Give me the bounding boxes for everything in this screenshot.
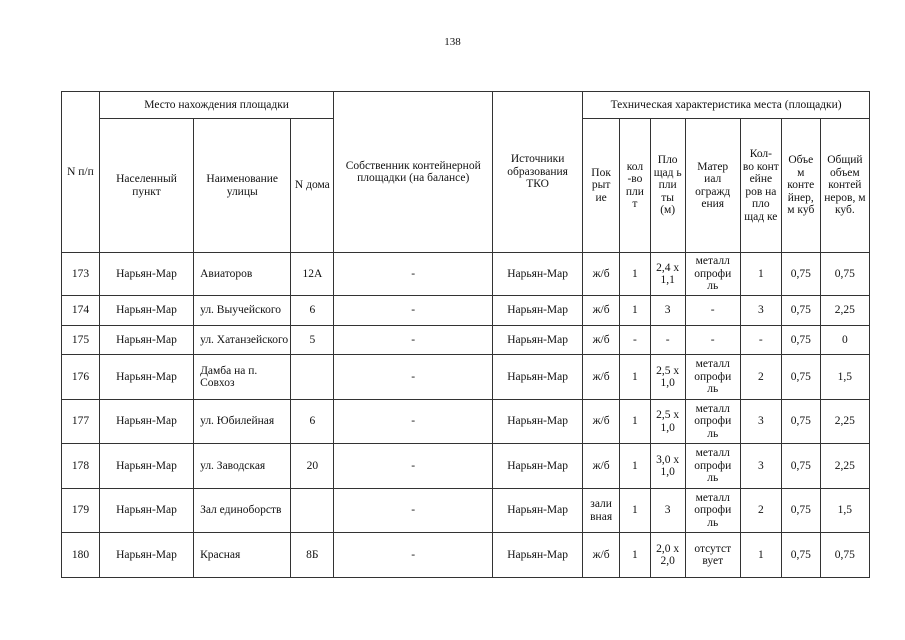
cell-owner: -: [334, 253, 493, 296]
cell-settlement: Нарьян-Мар: [99, 489, 193, 533]
cell-area: 2,0 х 2,0: [650, 533, 685, 578]
cell-num: 175: [62, 326, 100, 355]
cell-settlement: Нарьян-Мар: [99, 326, 193, 355]
cell-street: Красная: [194, 533, 291, 578]
cell-source: Нарьян-Мар: [493, 444, 583, 489]
table-row: [62, 533, 870, 578]
cell-settlement: Нарьян-Мар: [99, 400, 193, 444]
cell-cover: зали вная: [583, 489, 620, 533]
cell-source: Нарьян-Мар: [493, 355, 583, 400]
cell-cover: ж/б: [583, 444, 620, 489]
cell-count: 3: [740, 296, 781, 326]
cell-area: 3: [650, 489, 685, 533]
location-group-header: Место нахождения площадки: [99, 92, 333, 119]
cell-plates: 1: [620, 253, 651, 296]
cell-fence: металл опрофи ль: [685, 355, 740, 400]
cell-num: 179: [62, 489, 100, 533]
cell-owner: -: [334, 296, 493, 326]
container-sites-table: [61, 91, 870, 578]
table-row: [62, 400, 870, 444]
cell-settlement: Нарьян-Мар: [99, 253, 193, 296]
cell-num: 176: [62, 355, 100, 400]
cell-house: 6: [291, 296, 334, 326]
cell-volume: 0,75: [781, 444, 820, 489]
cell-street: ул. Выучейского: [194, 296, 291, 326]
cell-source: Нарьян-Мар: [493, 533, 583, 578]
cell-source: Нарьян-Мар: [493, 296, 583, 326]
col-volume-header: Объе м конте йнер, м куб: [781, 119, 820, 253]
tech-group-header: Техническая характеристика места (площадки): [583, 92, 870, 119]
cell-settlement: Нарьян-Мар: [99, 533, 193, 578]
col-num-header: N п/п: [62, 92, 100, 253]
cell-fence: отсутст вует: [685, 533, 740, 578]
cell-cover: ж/б: [583, 326, 620, 355]
cell-fence: металл опрофи ль: [685, 400, 740, 444]
cell-street: Авиаторов: [194, 253, 291, 296]
cell-volume: 0,75: [781, 296, 820, 326]
cell-settlement: Нарьян-Мар: [99, 355, 193, 400]
cell-count: 2: [740, 355, 781, 400]
cell-count: 3: [740, 444, 781, 489]
cell-owner: -: [334, 489, 493, 533]
cell-num: 174: [62, 296, 100, 326]
cell-house: 8Б: [291, 533, 334, 578]
cell-count: 1: [740, 253, 781, 296]
cell-num: 178: [62, 444, 100, 489]
table-body: [62, 253, 870, 578]
cell-total: 0,75: [820, 533, 869, 578]
cell-house: 20: [291, 444, 334, 489]
cell-total: 2,25: [820, 444, 869, 489]
cell-count: 1: [740, 533, 781, 578]
cell-owner: -: [334, 400, 493, 444]
cell-owner: -: [334, 326, 493, 355]
col-fence-header: Матер иал огражд ения: [685, 119, 740, 253]
cell-volume: 0,75: [781, 489, 820, 533]
cell-total: 1,5: [820, 355, 869, 400]
cell-volume: 0,75: [781, 533, 820, 578]
cell-plates: 1: [620, 444, 651, 489]
cell-source: Нарьян-Мар: [493, 489, 583, 533]
table-row: [62, 296, 870, 326]
cell-owner: -: [334, 533, 493, 578]
cell-volume: 0,75: [781, 400, 820, 444]
col-plates-header: кол -во пли т: [620, 119, 651, 253]
table-row: [62, 253, 870, 296]
col-cover-header: Пок рыт ие: [583, 119, 620, 253]
cell-house: 12А: [291, 253, 334, 296]
cell-volume: 0,75: [781, 355, 820, 400]
cell-fence: металл опрофи ль: [685, 489, 740, 533]
cell-count: -: [740, 326, 781, 355]
cell-num: 173: [62, 253, 100, 296]
col-count-header: Кол- во конт ейне ров на пло щад ке: [740, 119, 781, 253]
cell-cover: ж/б: [583, 296, 620, 326]
cell-street: ул. Заводская: [194, 444, 291, 489]
cell-fence: металл опрофи ль: [685, 444, 740, 489]
cell-house: 5: [291, 326, 334, 355]
col-area-header: Пло щад ь пли ты (м): [650, 119, 685, 253]
cell-total: 2,25: [820, 296, 869, 326]
table-row: [62, 444, 870, 489]
cell-owner: -: [334, 355, 493, 400]
cell-total: 0,75: [820, 253, 869, 296]
col-house-header: N дома: [291, 119, 334, 253]
cell-cover: ж/б: [583, 400, 620, 444]
table-row: [62, 489, 870, 533]
cell-area: 2,5 х 1,0: [650, 355, 685, 400]
cell-house: 6: [291, 400, 334, 444]
cell-area: 3: [650, 296, 685, 326]
cell-source: Нарьян-Мар: [493, 253, 583, 296]
cell-settlement: Нарьян-Мар: [99, 296, 193, 326]
cell-street: ул. Хатанзейского: [194, 326, 291, 355]
table-row: [62, 326, 870, 355]
cell-num: 180: [62, 533, 100, 578]
cell-num: 177: [62, 400, 100, 444]
cell-total: 1,5: [820, 489, 869, 533]
cell-plates: 1: [620, 533, 651, 578]
col-owner-header: Собственник контейнерной площадки (на балансе): [334, 92, 493, 253]
page-number: 138: [444, 36, 461, 48]
cell-cover: ж/б: [583, 355, 620, 400]
cell-source: Нарьян-Мар: [493, 326, 583, 355]
cell-plates: 1: [620, 296, 651, 326]
cell-settlement: Нарьян-Мар: [99, 444, 193, 489]
cell-plates: 1: [620, 489, 651, 533]
cell-street: ул. Юбилейная: [194, 400, 291, 444]
cell-fence: -: [685, 296, 740, 326]
cell-owner: -: [334, 444, 493, 489]
table-header: [62, 92, 870, 253]
cell-cover: ж/б: [583, 533, 620, 578]
col-sources-header: Источники образования ТКО: [493, 92, 583, 253]
cell-cover: ж/б: [583, 253, 620, 296]
cell-area: 3,0 х 1,0: [650, 444, 685, 489]
col-street-header: Наименование улицы: [194, 119, 291, 253]
col-settlement-header: Населенный пункт: [99, 119, 193, 253]
col-total-header: Общий объем контей неров, м куб.: [820, 119, 869, 253]
cell-plates: -: [620, 326, 651, 355]
cell-plates: 1: [620, 400, 651, 444]
cell-volume: 0,75: [781, 253, 820, 296]
cell-house: [291, 355, 334, 400]
cell-area: -: [650, 326, 685, 355]
cell-area: 2,5 х 1,0: [650, 400, 685, 444]
cell-area: 2,4 х 1,1: [650, 253, 685, 296]
cell-street: Дамба на п. Совхоз: [194, 355, 291, 400]
cell-plates: 1: [620, 355, 651, 400]
cell-fence: -: [685, 326, 740, 355]
cell-source: Нарьян-Мар: [493, 400, 583, 444]
cell-total: 2,25: [820, 400, 869, 444]
cell-count: 2: [740, 489, 781, 533]
cell-total: 0: [820, 326, 869, 355]
cell-count: 3: [740, 400, 781, 444]
cell-street: Зал единоборств: [194, 489, 291, 533]
cell-house: [291, 489, 334, 533]
cell-volume: 0,75: [781, 326, 820, 355]
cell-fence: металл опрофи ль: [685, 253, 740, 296]
table-row: [62, 355, 870, 400]
